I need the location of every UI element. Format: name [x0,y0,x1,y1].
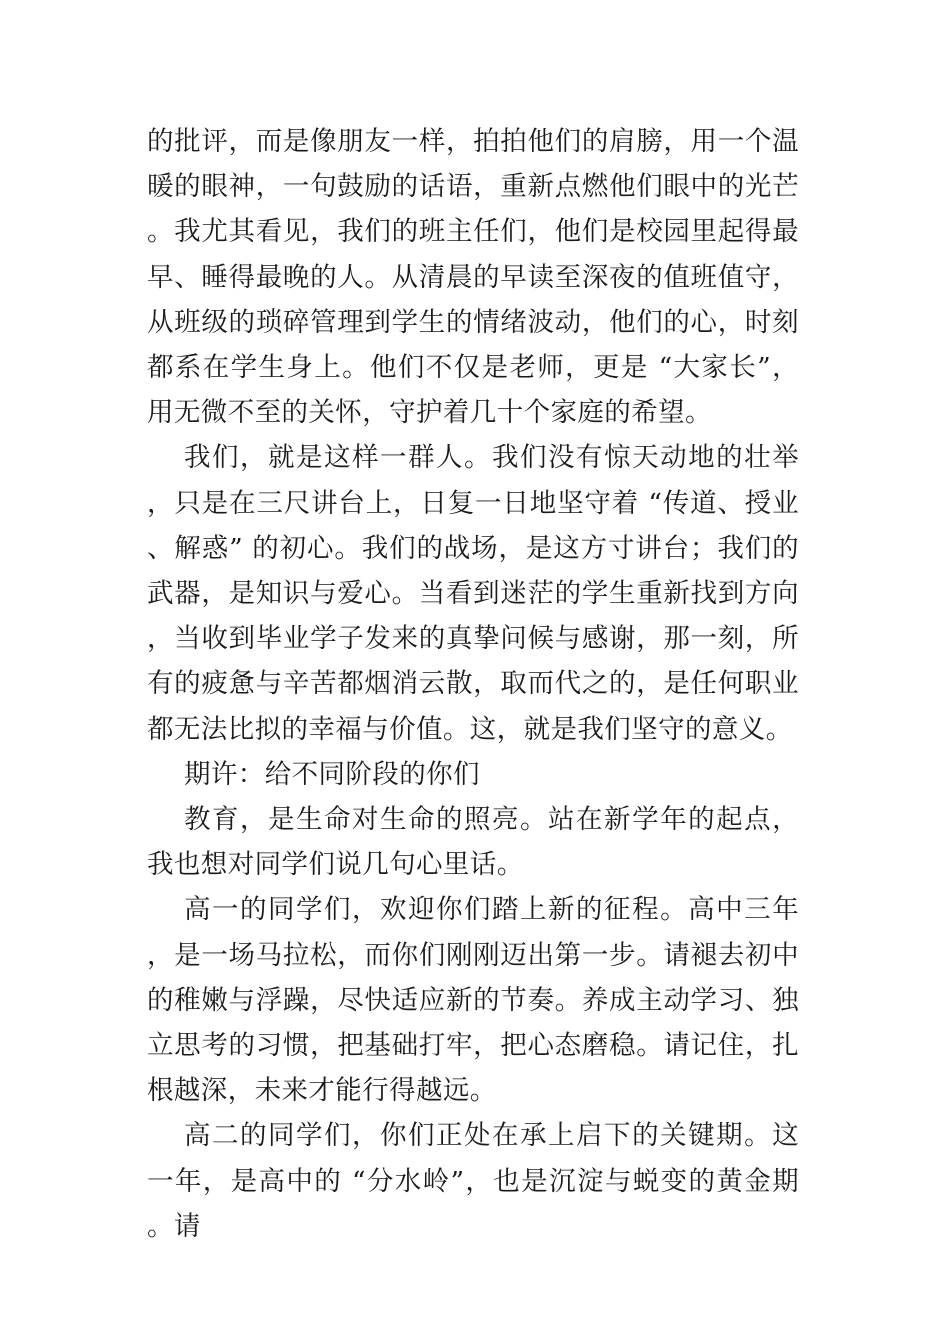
paragraph-1: 的批评，而是像朋友一样，拍拍他们的肩膀，用一个温暖的眼神，一句鼓励的话语，重新点燃他们眼中的光芒。我尤其看见，我们的班主任们，他们是校园里起得最早、睡得最晚的人。从清晨的早读至深夜的值班值守，从班级的琐碎管理到学生的情绪波动，他们的心，时刻都系在学生身上。他们不仅是老师，更是 “大家长”，用无微不至的关怀，守护着几十个家庭的希望。 [147,126,799,429]
paragraph-5: 高二的同学们，你们正处在承上启下的关键期。这一年，是高中的 “分水岭”，也是沉淀与蜕变的黄金期。请 [147,1120,799,1242]
paragraph-3: 教育，是生命对生命的照亮。站在新学年的起点，我也想对同学们说几句心里话。 [147,804,799,881]
paragraph-4: 高一的同学们，欢迎你们踏上新的征程。高中三年，是一场马拉松，而你们刚刚迈出第一步。请褪去初中的稚嫩与浮躁，尽快适应新的节奏。养成主动学习、独立思考的习惯，把基础打牢，把心态磨稳。请记住，扎根越深，未来才能行得越远。 [147,894,799,1107]
section-heading: 期许：给不同阶段的你们 [184,758,480,790]
document-body [147,119,799,1249]
paragraph-2: 我们，就是这样一群人。我们没有惊天动地的壮举，只是在三尺讲台上，日复一日地坚守着 “传道、授业、解惑” 的初心。我们的战场，是这方寸讲台；我们的武器，是知识与爱心。当看到迷茫的学生重新找到方向，当收到毕业学子发来的真挚问候与感谢，那一刻，所有的疲惫与辛苦都烟消云散，取而代之的，是任何职业都无法比拟的幸福与价值。这，就是我们坚守的意义。 [147,442,799,745]
